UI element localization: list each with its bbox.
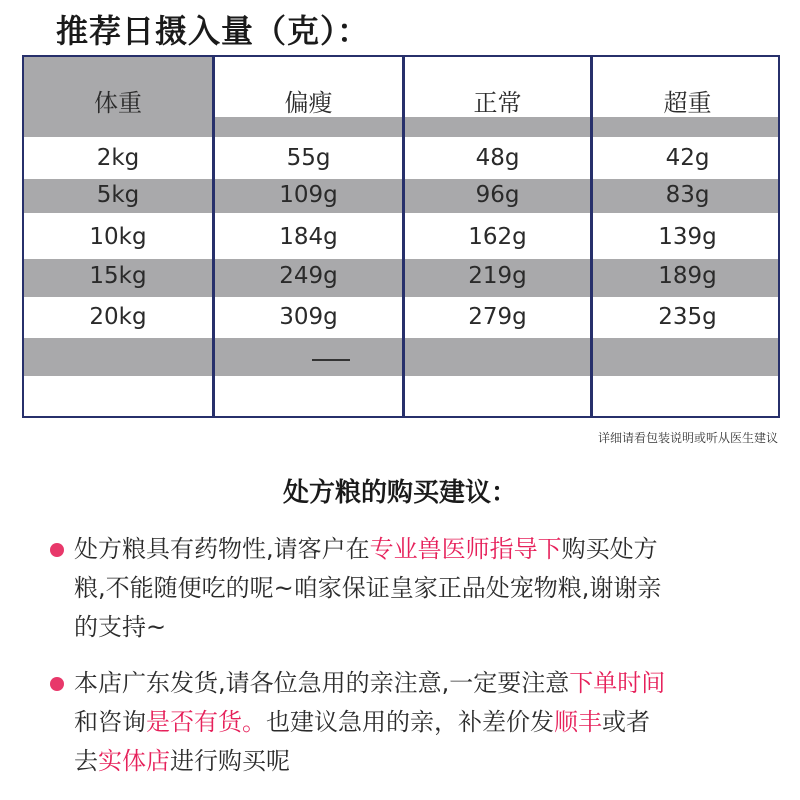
- cell-underweight: 55g: [286, 145, 331, 171]
- cell-weight: 15kg: [89, 263, 147, 289]
- text-span: 进行购买呢: [170, 747, 290, 775]
- cell-overweight: 189g: [658, 263, 717, 289]
- paragraph-line: [74, 530, 774, 569]
- header-underweight: 偏瘦: [284, 89, 333, 117]
- text-span: 本店广东发货,请各位急用的亲注意,一定要注意: [74, 669, 570, 697]
- cell-weight: 2kg: [96, 145, 140, 171]
- cell-overweight: 83g: [665, 182, 710, 208]
- cell-overweight: 139g: [658, 224, 717, 250]
- cell-underweight: 249g: [279, 263, 338, 289]
- highlight-text: 顺丰: [554, 708, 602, 736]
- cell-normal: 219g: [468, 263, 527, 289]
- highlight-text: 专业兽医师指导下: [369, 535, 562, 563]
- cell-weight: 20kg: [89, 304, 147, 330]
- highlight-text: 下单时间: [569, 669, 666, 697]
- cell-underweight: 109g: [279, 182, 338, 208]
- advice-note: 详细请看包装说明或听从医生建议: [597, 431, 778, 445]
- text-span: 或者: [602, 708, 650, 736]
- cell-underweight: 184g: [279, 224, 338, 250]
- paragraph-line: 的支持~: [74, 613, 167, 641]
- header-band-lower: [24, 117, 778, 137]
- row-band-extra: [24, 338, 778, 376]
- cell-underweight: 309g: [279, 304, 338, 330]
- cell-overweight: 42g: [665, 145, 710, 171]
- header-weight: 体重: [94, 89, 142, 117]
- paragraph-line: [74, 742, 774, 781]
- bullet-dot-icon: [50, 543, 64, 557]
- bullet-dot-icon: [50, 677, 64, 691]
- header-normal: 正常: [473, 89, 522, 117]
- extra-row-dash: [312, 359, 350, 361]
- highlight-text: 实体店: [98, 747, 170, 775]
- intake-table: [22, 55, 780, 418]
- paragraph-line: [74, 703, 774, 742]
- cell-weight: 10kg: [89, 224, 147, 250]
- text-span: 处方粮具有药物性,请客户在: [74, 535, 370, 563]
- text-span: 去: [74, 747, 98, 775]
- paragraph-prescription: [74, 530, 774, 647]
- cell-normal: 96g: [475, 182, 520, 208]
- cell-normal: 279g: [468, 304, 527, 330]
- paragraph-line: 粮,不能随便吃的呢~咱家保证皇家正品处宠物粮,谢谢亲: [74, 574, 662, 602]
- paragraph-shipping: [74, 664, 774, 781]
- paragraph-line: [74, 664, 774, 703]
- text-span: 购买处方: [561, 535, 658, 563]
- cell-normal: 162g: [468, 224, 527, 250]
- highlight-text: 是否有货。: [146, 708, 266, 736]
- cell-normal: 48g: [475, 145, 520, 171]
- cell-weight: 5kg: [96, 182, 140, 208]
- header-overweight: 超重: [663, 89, 712, 117]
- text-span: 也建议急用的亲，补差价发: [266, 708, 554, 736]
- page-title: 推荐日摄入量（克）：: [56, 12, 371, 50]
- section-title: 处方粮的购买建议：: [282, 478, 517, 508]
- text-span: 和咨询: [74, 708, 146, 736]
- cell-overweight: 235g: [658, 304, 717, 330]
